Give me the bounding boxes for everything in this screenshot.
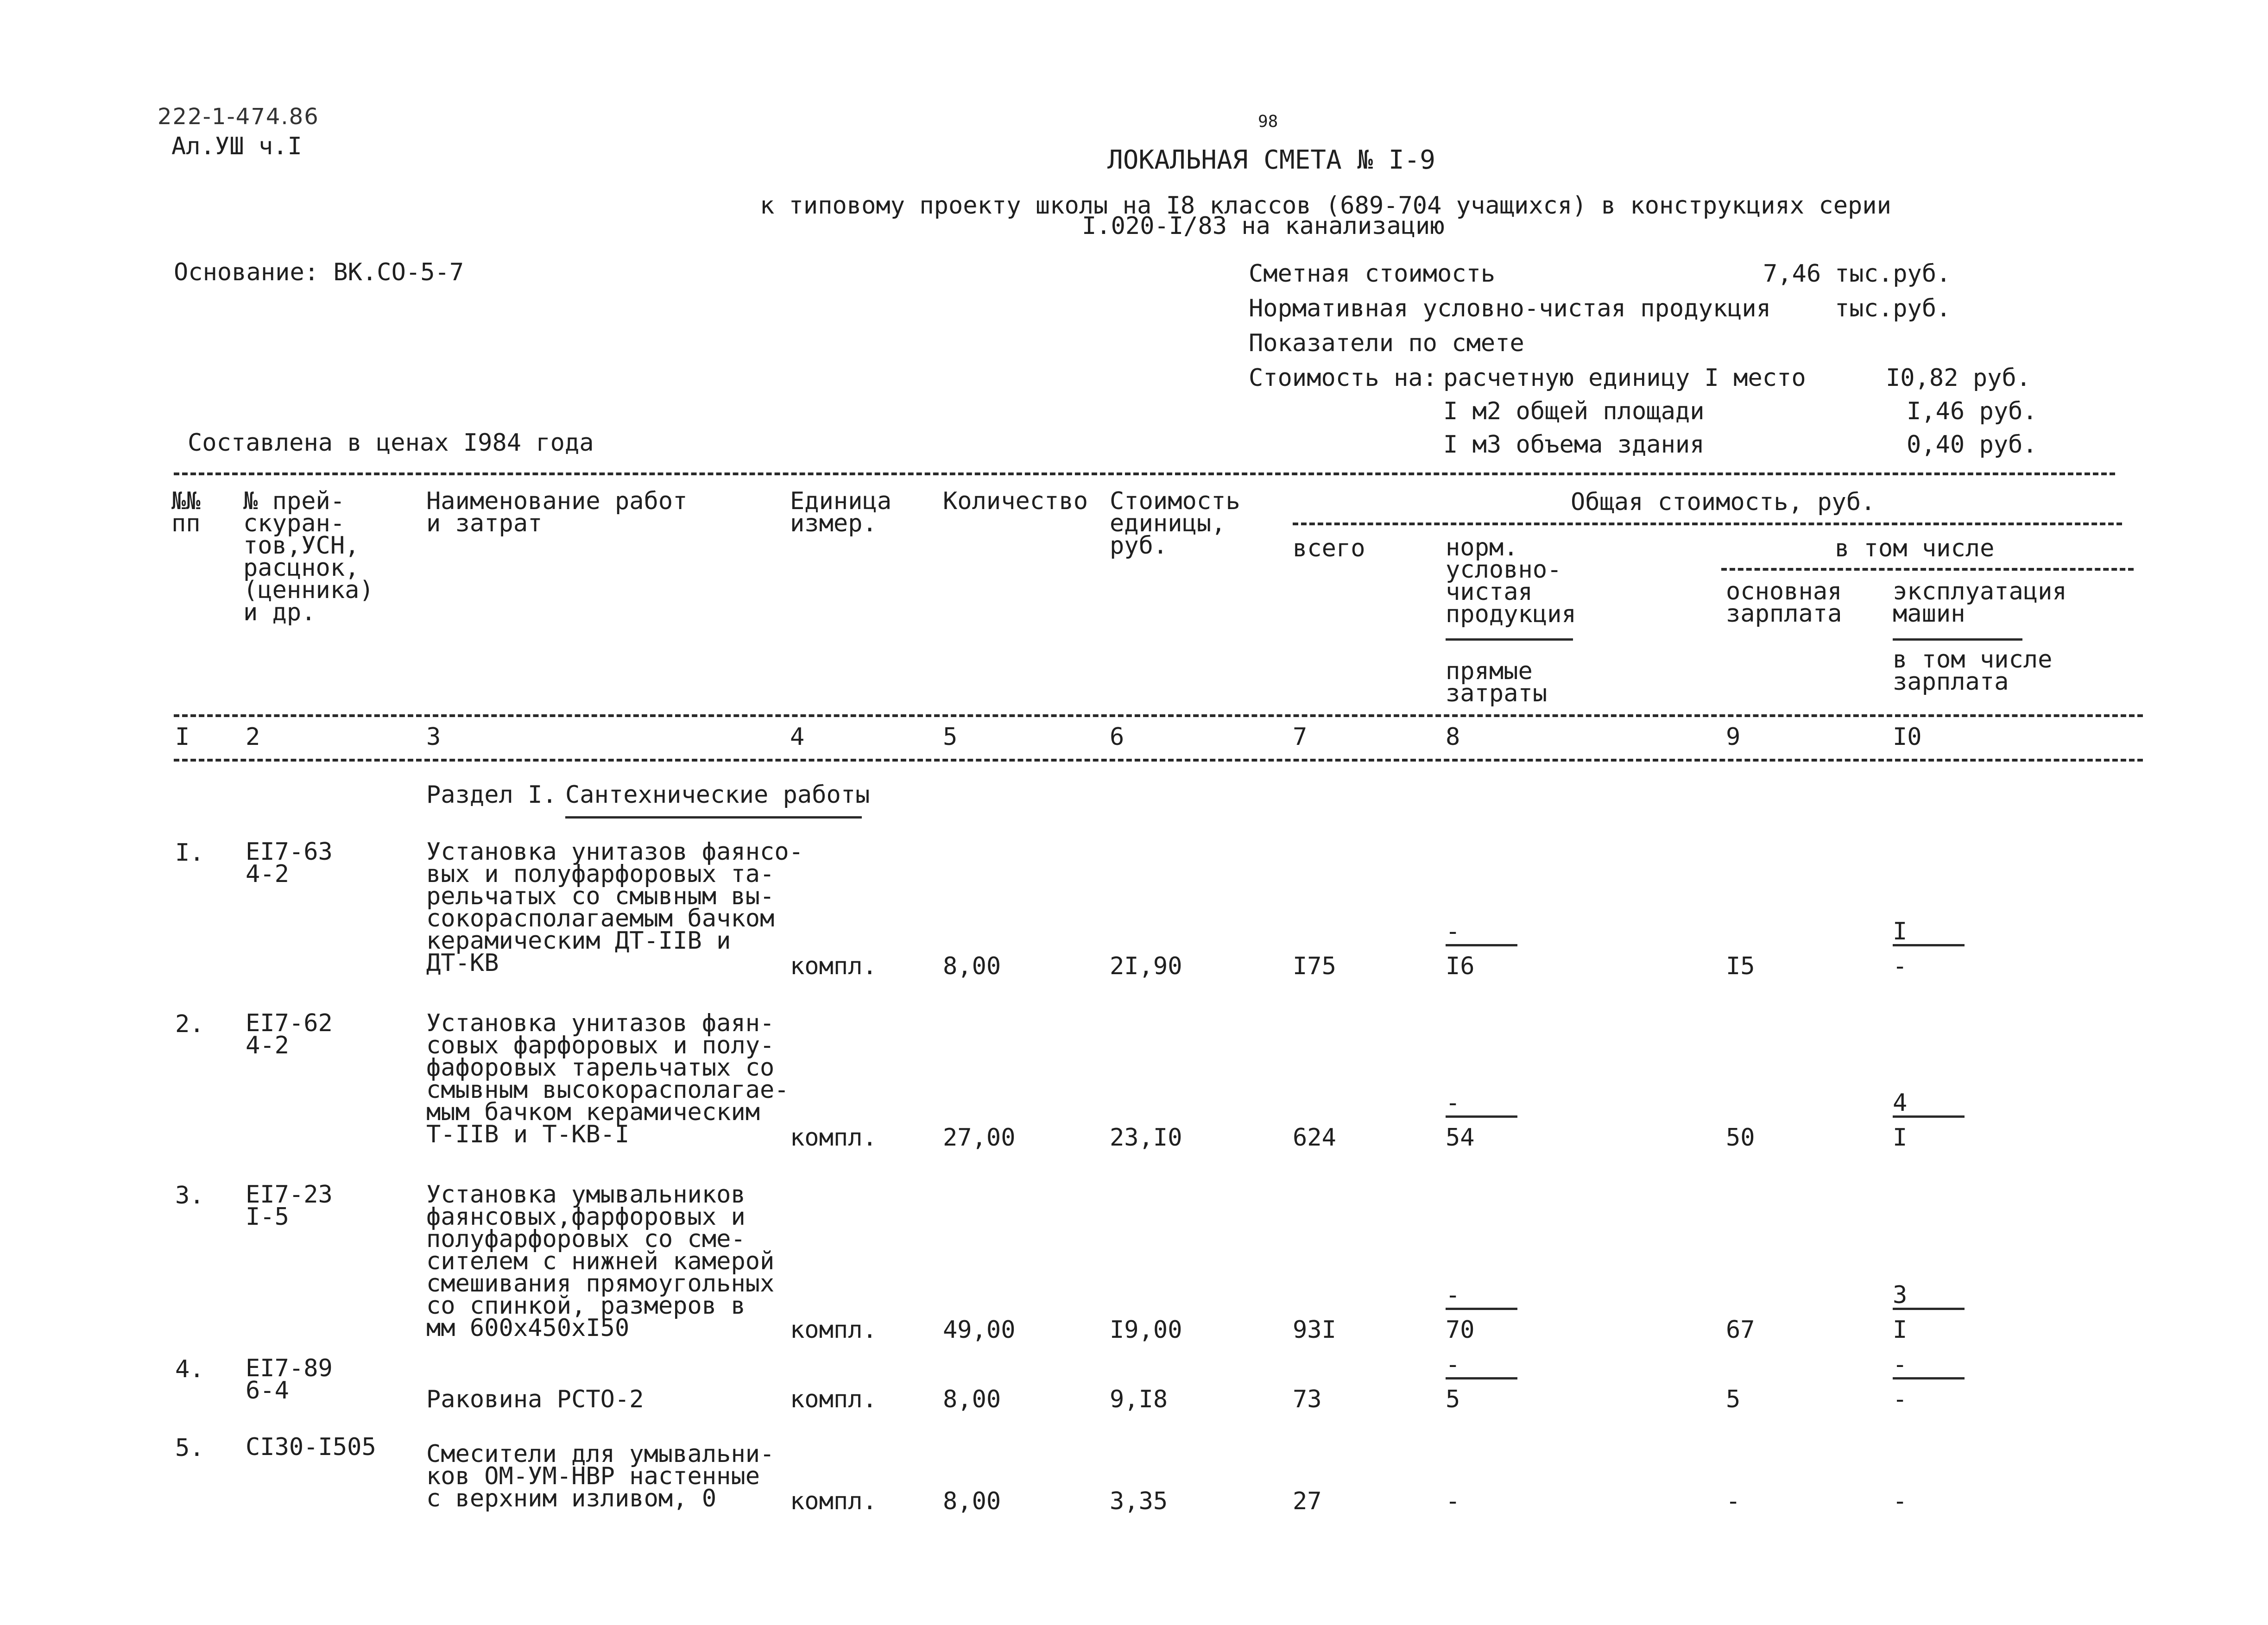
column-number: 9	[1726, 723, 1741, 751]
header-including-rule	[1721, 568, 2134, 571]
header-total-cost: Общая стоимость, руб.	[1571, 488, 1876, 516]
column-number: 2	[246, 723, 260, 751]
row-unit-cost: 2I,90	[1110, 952, 1182, 980]
row-code: ЕI7-62 4-2	[246, 1009, 333, 1059]
row-number: 3.	[175, 1182, 204, 1209]
row-c10-value: -	[1893, 952, 1908, 980]
header-col6: Стоимость единицы, руб.	[1110, 487, 1240, 560]
row-total: I75	[1293, 952, 1336, 980]
row-code: ЕI7-63 4-2	[246, 838, 333, 888]
row-quantity: 49,00	[943, 1316, 1016, 1344]
column-number: I	[175, 723, 190, 751]
row-number: 4.	[175, 1355, 204, 1383]
column-numbers-rule	[174, 759, 2143, 762]
row-quantity: 27,00	[943, 1124, 1016, 1152]
row-c9-value: 67	[1726, 1316, 1755, 1344]
header-col8-bottom: прямые затраты	[1446, 657, 1548, 707]
subtitle-line-1: к типовому проекту школы на I8 классов (689-704 учащихся) в конструкциях серии	[760, 192, 1891, 220]
row-c9-value: 5	[1726, 1386, 1741, 1413]
row-c10-top: 3	[1893, 1281, 1908, 1309]
row-name: Смесители для умывальни- ков ОМ-УМ-НВР настенные с верхним изливом, 0	[426, 1440, 775, 1512]
row-unit-cost: 3,35	[1110, 1487, 1168, 1515]
row-c10-fraction-bar	[1893, 1308, 1965, 1310]
row-c10-value: I	[1893, 1316, 1908, 1344]
column-number: 5	[943, 723, 958, 751]
header-col10-divider	[1893, 638, 2022, 641]
basis-text: Основание: ВК.СО-5-7	[174, 258, 464, 286]
column-number: 8	[1446, 723, 1460, 751]
row-c8-fraction-bar	[1446, 1377, 1517, 1379]
row-code: ЕI7-23 I-5	[246, 1181, 333, 1231]
row-c8-top: -	[1446, 918, 1460, 945]
row-c10-top: -	[1893, 1351, 1908, 1379]
row-quantity: 8,00	[943, 952, 1001, 980]
column-number: 6	[1110, 723, 1125, 751]
page-number: 98	[1258, 112, 1278, 131]
row-total: 73	[1293, 1386, 1322, 1413]
section-title: Сантехнические работы	[565, 781, 870, 809]
section-prefix: Раздел I.	[426, 781, 557, 809]
header-total-rule	[1293, 523, 2122, 525]
row-name: Установка унитазов фаянсо- вых и полуфарфоровых та- рельчатых со смывным вы- сокорасполагаемым бачком керамическим ДТ-IIВ и ДТ-КВ	[426, 838, 803, 977]
row-c10-top: 4	[1893, 1089, 1908, 1117]
row-c9-value: I5	[1726, 952, 1755, 980]
header-col9: основная зарплата	[1726, 578, 1842, 628]
row-unit: компл.	[790, 952, 877, 980]
header-col5: Количество	[943, 487, 1088, 515]
column-number: 3	[426, 723, 441, 751]
estimated-cost-unit: тыс.руб.	[1835, 260, 1951, 288]
subtitle-line-2: I.020-I/83 на канализацию	[1082, 212, 1445, 240]
handwritten-code: 222-1-474.86	[158, 104, 319, 130]
per-m3-label: I м3 объема здания	[1443, 431, 1705, 459]
row-c8-fraction-bar	[1446, 1115, 1517, 1118]
row-c8-value: I6	[1446, 952, 1475, 980]
row-c8-top: -	[1446, 1089, 1460, 1117]
per-unit-value: I0,82 руб.	[1886, 364, 2031, 392]
row-c10-fraction-bar	[1893, 1377, 1965, 1379]
normative-output-label: Нормативная условно-чистая продукция	[1249, 295, 1771, 322]
row-unit: компл.	[790, 1487, 877, 1515]
prices-year-text: Составлена в ценах I984 года	[188, 429, 594, 457]
header-col10-bottom: в том числе зарплата	[1893, 646, 2053, 696]
header-col4: Единица измер.	[790, 487, 892, 537]
row-unit-cost: 23,I0	[1110, 1124, 1182, 1152]
album-label: Ал.УШ ч.I	[171, 132, 302, 160]
row-quantity: 8,00	[943, 1386, 1001, 1413]
row-number: I.	[175, 839, 204, 867]
row-c8-fraction-bar	[1446, 1308, 1517, 1310]
row-c10-value: I	[1893, 1124, 1908, 1152]
row-unit: компл.	[790, 1386, 877, 1413]
row-code: ЕI7-89 6-4	[246, 1354, 333, 1405]
per-m3-value: 0,40 руб.	[1907, 431, 2037, 459]
row-total: 93I	[1293, 1316, 1336, 1344]
per-m2-value: I,46 руб.	[1907, 397, 2037, 425]
row-c8-value: -	[1446, 1487, 1460, 1515]
row-c8-value: 54	[1446, 1124, 1475, 1152]
row-c10-value: -	[1893, 1487, 1908, 1515]
header-bottom-rule	[174, 714, 2143, 717]
row-total: 27	[1293, 1487, 1322, 1515]
row-unit: компл.	[790, 1124, 877, 1152]
row-c9-value: 50	[1726, 1124, 1755, 1152]
row-c10-fraction-bar	[1893, 944, 1965, 946]
column-number: 7	[1293, 723, 1308, 751]
normative-output-unit: тыс.руб.	[1835, 295, 1951, 322]
row-unit: компл.	[790, 1316, 877, 1344]
header-col10-top: эксплуатация машин	[1893, 578, 2067, 628]
header-top-rule	[174, 472, 2115, 475]
row-c10-value: -	[1893, 1386, 1908, 1413]
row-quantity: 8,00	[943, 1487, 1001, 1515]
row-code: СI30-I505	[246, 1433, 376, 1461]
row-name: Установка унитазов фаян- совых фарфоровых и полу- фафоровых тарельчатых со смывным высокорасполагае- мым бачком керамическим Т-IIВ и Т-КВ-I	[426, 1009, 789, 1148]
header-col8-divider	[1446, 638, 1573, 641]
column-number: I0	[1893, 723, 1922, 751]
row-name: Установка умывальников фаянсовых,фарфоровых и полуфарфоровых со сме- сителем с нижней камерой смешивания прямоугольных со спинкой, размеров в мм 600х450хI50	[426, 1181, 775, 1342]
header-col3: Наименование работ и затрат	[426, 487, 688, 537]
cost-on-label: Стоимость на:	[1249, 364, 1437, 392]
row-unit-cost: I9,00	[1110, 1316, 1182, 1344]
per-m2-label: I м2 общей площади	[1443, 397, 1705, 425]
section-title-underline	[565, 816, 862, 819]
row-number: 2.	[175, 1010, 204, 1038]
header-col8-top: норм. условно- чистая продукция	[1446, 534, 1576, 628]
header-col7: всего	[1293, 535, 1365, 562]
indicators-label: Показатели по смете	[1249, 329, 1524, 357]
row-c8-top: -	[1446, 1351, 1460, 1379]
row-c8-fraction-bar	[1446, 944, 1517, 946]
row-c8-top: -	[1446, 1281, 1460, 1309]
header-including: в том числе	[1835, 535, 1995, 562]
row-c8-value: 70	[1446, 1316, 1475, 1344]
row-c10-fraction-bar	[1893, 1115, 1965, 1118]
row-c9-value: -	[1726, 1487, 1741, 1515]
column-number: 4	[790, 723, 805, 751]
row-number: 5.	[175, 1434, 204, 1462]
per-unit-label: расчетную единицу I место	[1443, 364, 1806, 392]
estimated-cost-label: Сметная стоимость	[1249, 260, 1496, 288]
document-title: ЛОКАЛЬНАЯ СМЕТА № I-9	[1107, 145, 1436, 175]
row-unit-cost: 9,I8	[1110, 1386, 1168, 1413]
header-col1: №№ пп	[171, 487, 201, 537]
row-c10-top: I	[1893, 918, 1908, 945]
estimated-cost-value: 7,46	[1763, 260, 1821, 288]
row-c8-value: 5	[1446, 1386, 1460, 1413]
header-col2: № прей- скуран- тов,УСН, расцнок, (ценника) и др.	[243, 487, 374, 626]
row-total: 624	[1293, 1124, 1336, 1152]
row-name: Раковина РСТО-2	[426, 1386, 644, 1413]
